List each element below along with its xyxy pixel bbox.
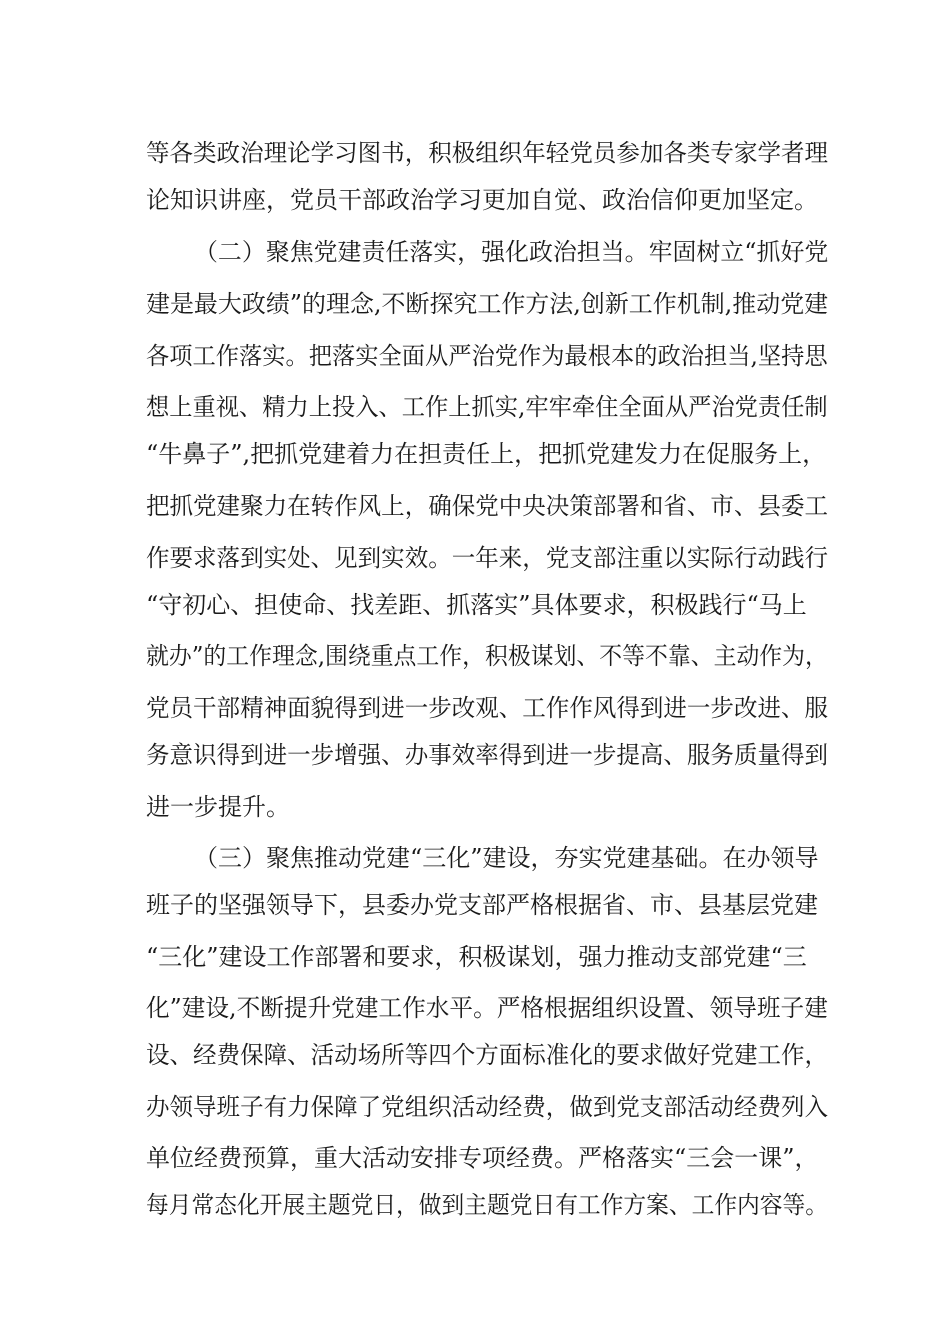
text-line: 办领导班子有力保障了党组织活动经费，做到党支部活动经费列入 — [146, 1093, 829, 1121]
text-line: 想上重视、精力上投入、工作上抓实,牢牢牵住全面从严治党责任制 — [146, 393, 828, 421]
text-line: （二）聚焦党建责任落实，强化政治担当。牢固树立“抓好党 — [194, 238, 829, 266]
text-line: “守初心、担使命、找差距、抓落实”具体要求，积极践行“马上 — [146, 591, 807, 619]
text-line: 每月常态化开展主题党日，做到主题党日有工作方案、工作内容等。 — [146, 1191, 828, 1219]
text-line: 进一步提升。 — [146, 793, 290, 821]
text-line: 党员干部精神面貌得到进一步改观、工作作风得到进一步改进、服 — [146, 694, 829, 722]
text-line: 化”建设,不断提升党建工作水平。严格根据组织设置、领导班子建 — [146, 994, 828, 1022]
text-line: 把抓党建聚力在转作风上，确保党中央决策部署和省、市、县委工 — [146, 492, 829, 520]
text-line: 论知识讲座，党员干部政治学习更加自觉、政治信仰更加坚定。 — [146, 186, 818, 214]
text-line: 务意识得到进一步增强、办事效率得到进一步提高、服务质量得到 — [146, 741, 829, 769]
text-line: “三化”建设工作部署和要求，积极谋划，强力推动支部党建“三 — [146, 943, 807, 971]
text-line: 等各类政治理论学习图书，积极组织年轻党员参加各类专家学者理 — [146, 139, 829, 167]
text-line: 作要求落到实处、见到实效。一年来，党支部注重以实际行动践行 — [146, 544, 829, 572]
text-line: 各项工作落实。把落实全面从严治党作为最根本的政治担当,坚持思 — [146, 342, 828, 370]
text-line: “牛鼻子”,把抓党建着力在担责任上，把抓党建发力在促服务上， — [146, 440, 827, 468]
text-line: 建是最大政绩”的理念,不断探究工作方法,创新工作机制,推动党建 — [146, 290, 829, 318]
text-line: （三）聚焦推动党建“三化”建设，夯实党建基础。在办领导 — [194, 844, 819, 872]
text-line: 就办”的工作理念,围绕重点工作，积极谋划、不等不靠、主动作为， — [146, 642, 828, 670]
text-line: 单位经费预算，重大活动安排专项经费。严格落实“三会一课”， — [146, 1144, 819, 1172]
text-line: 设、经费保障、活动场所等四个方面标准化的要求做好党建工作， — [146, 1041, 829, 1069]
text-line: 班子的坚强领导下，县委办党支部严格根据省、市、县基层党建 — [146, 891, 818, 919]
